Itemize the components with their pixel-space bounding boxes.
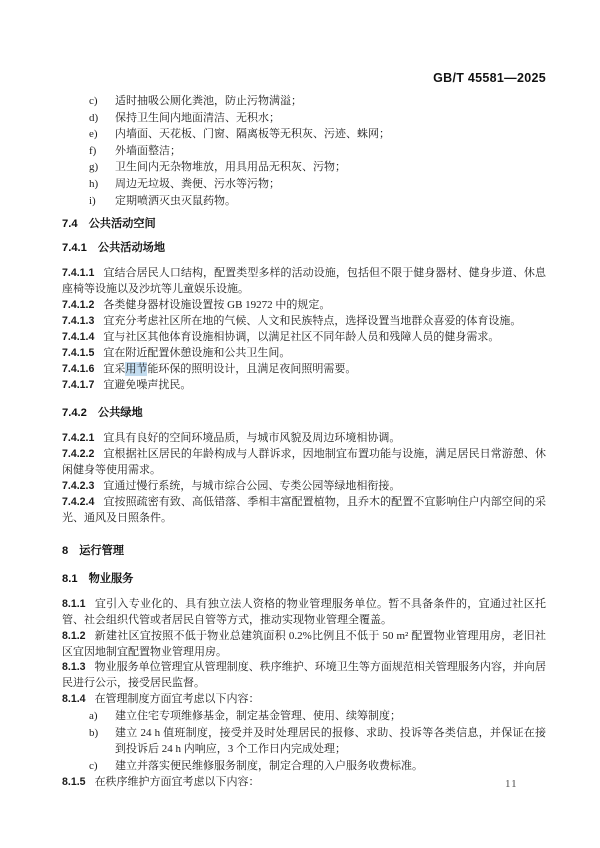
clause-number: 7.4.1.6 <box>62 362 95 375</box>
page-number: 11 <box>505 778 518 790</box>
clause-8-1-5 <box>62 775 546 791</box>
clause-text: 宜与社区其他体育设施相协调，以满足社区不同年龄人员和残障人员的健身需求。 <box>103 330 500 343</box>
clause-number: 7.4.1.4 <box>62 330 95 343</box>
clause-7-4-1-7 <box>62 378 546 394</box>
list-item-text: 定期喷洒灭虫灭鼠药物。 <box>115 194 236 207</box>
clause-number: 7.4.2.1 <box>62 432 95 445</box>
section-title: 物业服务 <box>88 572 134 585</box>
clause-number: 7.4.1.3 <box>62 314 95 327</box>
clause-text: 新建社区宜按照不低于物业总建筑面积 0.2%比例且不低于 50 m² 配置物业管理用房，老旧社区宜因地制宜配置物业管理用房。 <box>62 629 546 658</box>
list-item <box>62 126 546 143</box>
clause-number: 7.4.1.2 <box>62 298 95 311</box>
section-title: 公共绿地 <box>97 407 143 420</box>
clause-8-1-1 <box>62 597 546 629</box>
list-item-text: 外墙面整洁； <box>115 144 181 157</box>
clause-7-4-1-6 <box>62 362 546 378</box>
list-item <box>62 110 546 127</box>
section-number: 8.1 <box>62 572 78 585</box>
list-item-text: 内墙面、天花板、门窗、隔离板等无积灰、污迹、蛛网； <box>115 128 390 141</box>
clause-7-4-2-1 <box>62 431 546 447</box>
list-item <box>62 93 546 110</box>
clause-text <box>103 362 356 376</box>
section-title: 公共活动场地 <box>97 242 166 255</box>
clause-text: 宜按照疏密有致、高低错落、季相丰富配置植物，且乔木的配置不宜影响住户内部空间的采光、通风及日照条件。 <box>62 496 546 524</box>
clause-text: 在秩序维护方面宜考虑以下内容： <box>94 775 260 788</box>
list-item-letter: b) <box>89 726 99 739</box>
clause-7-4-1-4 <box>62 330 546 346</box>
section-number: 7.4.1 <box>62 242 87 255</box>
list-item <box>62 143 546 160</box>
list-item-letter: c) <box>89 759 98 772</box>
section-heading-7-4-2 <box>62 405 546 421</box>
page-content <box>62 93 546 790</box>
clause-number: 8.1.4 <box>62 693 86 706</box>
clause-number: 8.1.1 <box>62 597 86 610</box>
list-item-letter: e) <box>89 128 98 141</box>
clause-7-4-1-2 <box>62 298 546 314</box>
clause-text: 宜引入专业化的、具有独立法人资格的物业管理服务单位。暂不具备条件的，宜通过社区托管、社会组织代管或者居民自管等方式，推动实现物业管理全覆盖。 <box>62 597 546 626</box>
clause-text: 宜充分考虑社区所在地的气候、人文和民族特点，选择设置当地群众喜爱的体育设施。 <box>103 314 522 327</box>
clause-7-4-2-4 <box>62 495 546 527</box>
list-item-text: 建立并落实便民维修服务制度，制定合理的入户服务收费标准。 <box>115 759 423 772</box>
clause-text: 宜通过慢行系统，与城市综合公园、专类公园等绿地相衔接。 <box>103 480 401 493</box>
list-item-text: 建立 24 h 值班制度，接受并及时处理居民的报修、求助、投诉等各类信息，并保证在接到投诉后 24 h 内响应，3 个工作日内完成处理； <box>115 726 546 756</box>
list-item-text: 卫生间内无杂物堆放，用具用品无积灰、污物； <box>115 161 346 174</box>
clause-text-pre: 宜采 <box>103 362 126 375</box>
list-item-letter: i) <box>89 194 96 207</box>
clause-7-4-2-3 <box>62 479 546 495</box>
clause-number: 7.4.1.5 <box>62 346 95 359</box>
section-number: 8 <box>62 544 69 557</box>
clause-7-4-1-5 <box>62 346 546 362</box>
clause-text: 物业服务单位管理宜从管理制度、秩序维护、环境卫生等方面规范相关管理服务内容，并向居民进行公示，接受居民监督。 <box>62 661 546 690</box>
clause-7-4-2-2 <box>62 447 546 479</box>
doc-number-header: GB/T 45581—2025 <box>433 71 546 85</box>
clause-8-1-2 <box>62 629 546 661</box>
clause-number: 7.4.1.1 <box>62 267 95 280</box>
clause-text: 在管理制度方面宜考虑以下内容： <box>94 693 260 706</box>
clause-number: 8.1.2 <box>62 629 86 642</box>
clause-number: 7.4.2.4 <box>62 496 95 509</box>
section-heading-8 <box>62 543 546 559</box>
section-heading-7-4 <box>62 216 546 232</box>
clause-7-4-1-3 <box>62 314 546 330</box>
clause-8-1-4 <box>62 692 546 708</box>
section-title: 公共活动空间 <box>88 218 156 231</box>
clause-text: 各类健身器材设施设置按 GB 19272 中的规定。 <box>103 298 331 311</box>
list-item <box>62 159 546 176</box>
text-highlight: 用节 <box>125 362 148 375</box>
section-number: 7.4 <box>62 218 78 231</box>
clause-number: 8.1.5 <box>62 775 86 788</box>
clause-text: 宜结合居民人口结构，配置类型多样的活动设施，包括但不限于健身器材、健身步道、休息座椅等设施以及沙坑等儿童娱乐设施。 <box>62 267 546 296</box>
list-item-letter: c) <box>89 95 98 107</box>
section-heading-7-4-1 <box>62 240 546 256</box>
clause-8-1-3 <box>62 660 546 692</box>
list-item <box>62 758 546 775</box>
clause-text: 宜避免噪声扰民。 <box>103 378 192 391</box>
list-item-text: 建立住宅专项维修基金，制定基金管理、使用、续筹制度； <box>115 710 401 723</box>
list-item <box>62 193 546 210</box>
clause-7-4-1-1 <box>62 266 546 298</box>
list-item <box>62 725 546 758</box>
list-item-text: 周边无垃圾、粪便、污水等污物； <box>115 177 280 190</box>
clause-text: 宜具有良好的空间环境品质，与城市风貌及周边环境相协调。 <box>103 432 401 445</box>
clause-text: 宜在附近配置休憩设施和公共卫生间。 <box>103 346 291 359</box>
clause-number: 7.4.2.2 <box>62 448 95 461</box>
list-item-letter: g) <box>89 161 99 174</box>
clause-number: 8.1.3 <box>62 661 86 674</box>
section-heading-8-1 <box>62 571 546 587</box>
section-number: 7.4.2 <box>62 407 87 420</box>
list-item-letter: f) <box>89 144 97 157</box>
list-item-text: 保持卫生间内地面清洁、无积水； <box>115 111 280 124</box>
list-item-letter: h) <box>89 177 99 190</box>
list-item <box>62 176 546 193</box>
list-item-letter: a) <box>89 710 98 723</box>
section-title: 运行管理 <box>79 544 124 557</box>
list-item <box>62 708 546 725</box>
clause-number: 7.4.1.7 <box>62 378 95 391</box>
list-item-text: 适时抽吸公厕化粪池，防止污物满溢； <box>115 95 302 107</box>
clause-text: 宜根据社区居民的年龄构成与人群诉求，因地制宜布置功能与设施，满足居民日常游憩、休闲健身等使用需求。 <box>62 448 546 477</box>
clause-text-post: 能环保的照明设计，且满足夜间照明需要。 <box>147 362 357 375</box>
list-item-letter: d) <box>89 111 99 124</box>
clause-number: 7.4.2.3 <box>62 480 95 493</box>
